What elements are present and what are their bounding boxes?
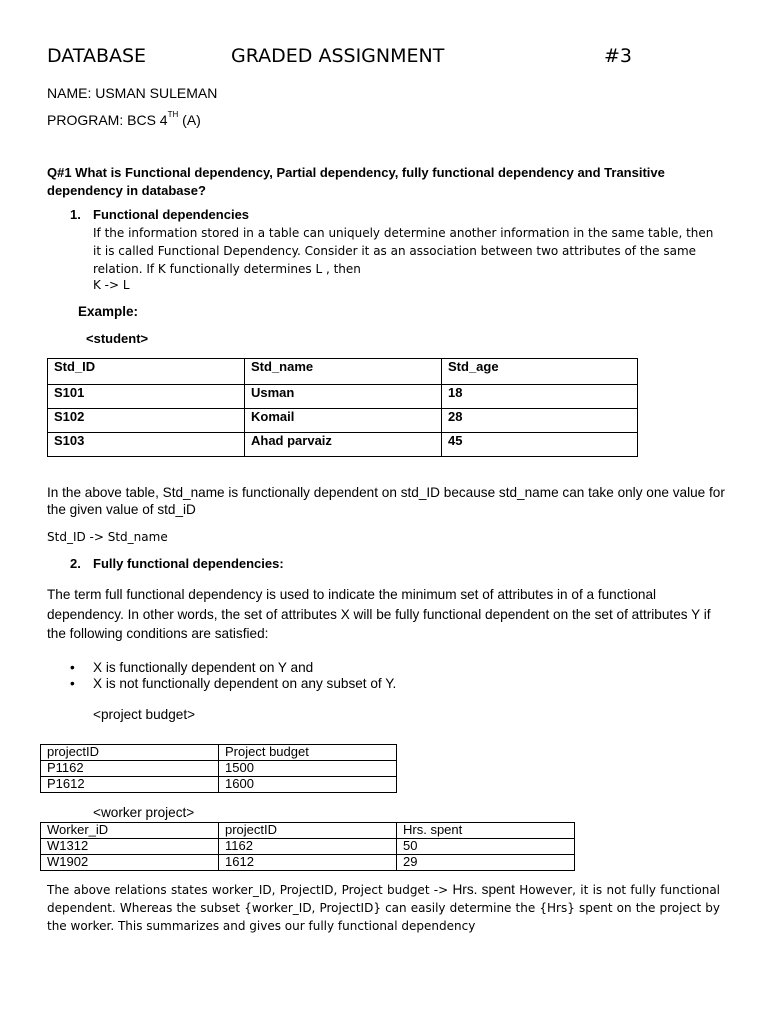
table-header-cell: Worker_iD [41, 823, 219, 839]
table-cell: 1600 [219, 777, 397, 793]
example-label: Example: [78, 304, 139, 319]
section1-number: 1. [70, 207, 81, 222]
table-cell: 1500 [219, 761, 397, 777]
table-cell: S101 [48, 385, 245, 409]
closing-paragraph [47, 881, 720, 935]
assignment-number: #3 [604, 45, 633, 67]
table-cell: Ahad parvaiz [245, 433, 442, 457]
section1-paragraph: If the information stored in a table can uniquely determine another information in the same table, then it is called Functional Dependency. Consider it as an association between two attributes of the same relation. If K functionally determines L , then [93, 226, 714, 276]
table-row [48, 409, 638, 433]
table-header-cell: Project budget [219, 745, 397, 761]
section2-heading: Fully functional dependencies: [93, 556, 284, 571]
table-header-row [48, 359, 638, 385]
table-cell: 29 [397, 855, 575, 871]
table-row [48, 433, 638, 457]
section1-explanation: In the above table, Std_name is functionally dependent on std_ID because std_name can take only one value for the given value of std_iD [47, 485, 725, 517]
table-header-cell: Hrs. spent [397, 823, 575, 839]
table-row [41, 855, 575, 871]
table-header-cell: projectID [41, 745, 219, 761]
student-table [47, 358, 638, 457]
section2-number: 2. [70, 556, 81, 571]
table-cell: 28 [442, 409, 638, 433]
section1-notation: K -> L [93, 278, 130, 292]
student-relation-label: <student> [86, 331, 149, 346]
table-row [41, 839, 575, 855]
table-cell: S102 [48, 409, 245, 433]
table-header-cell: Std_age [442, 359, 638, 385]
section2-paragraph: The term full functional dependency is used to indicate the minimum set of attributes in of a functional dependency. In other words, the set of attributes X will be fully functional dependent on the set of attributes Y if the following conditions are satisfied: [47, 587, 711, 641]
section1-dependency: Std_ID -> Std_name [47, 530, 168, 544]
table-cell: 1612 [219, 855, 397, 871]
student-program [47, 112, 201, 128]
table-cell: P1612 [41, 777, 219, 793]
table-cell: S103 [48, 433, 245, 457]
table-cell: P1162 [41, 761, 219, 777]
table-header-cell: Std_name [245, 359, 442, 385]
table-header-cell: Std_ID [48, 359, 245, 385]
table-header-row [41, 823, 575, 839]
worker-project-label: <worker project> [93, 805, 195, 820]
table-row [41, 777, 397, 793]
program-prefix: PROGRAM: BCS 4 [47, 112, 168, 128]
assignment-title: GRADED ASSIGNMENT [231, 45, 445, 67]
subject-title: DATABASE [47, 45, 147, 67]
worker-project-table [40, 822, 575, 871]
closing-hrs-spent: Hrs. spent [452, 882, 515, 897]
table-cell: 1162 [219, 839, 397, 855]
table-cell: 50 [397, 839, 575, 855]
table-cell: Usman [245, 385, 442, 409]
table-cell: Komail [245, 409, 442, 433]
project-budget-table [40, 744, 397, 793]
table-cell: 18 [442, 385, 638, 409]
table-header-cell: projectID [219, 823, 397, 839]
section1-heading: Functional dependencies [93, 207, 250, 222]
table-cell: 45 [442, 433, 638, 457]
table-cell: W1902 [41, 855, 219, 871]
question-heading: Q#1 What is Functional dependency, Partial dependency, fully functional dependency and Transitive dependency in database? [47, 165, 665, 198]
table-header-row [41, 745, 397, 761]
table-cell: W1312 [41, 839, 219, 855]
table-row [48, 385, 638, 409]
list-item: • X is not functionally dependent on any subset of Y. [70, 676, 396, 692]
program-superscript: TH [167, 110, 179, 119]
conditions-list [70, 660, 396, 692]
project-budget-label: <project budget> [93, 707, 196, 722]
program-suffix: (A) [178, 112, 201, 128]
closing-text-start: The above relations states worker_ID, ProjectID, Project budget -> [47, 883, 453, 897]
closing-text-end: However, it is not fully functional dependent. Whereas the subset {worker_ID, ProjectID} can easily determine the {Hrs} spent on the project by the worker. This summarizes and gives our fully functional dependency [47, 883, 721, 933]
table-row [41, 761, 397, 777]
list-item: • X is functionally dependent on Y and [70, 660, 396, 676]
student-name: NAME: USMAN SULEMAN [47, 85, 218, 101]
